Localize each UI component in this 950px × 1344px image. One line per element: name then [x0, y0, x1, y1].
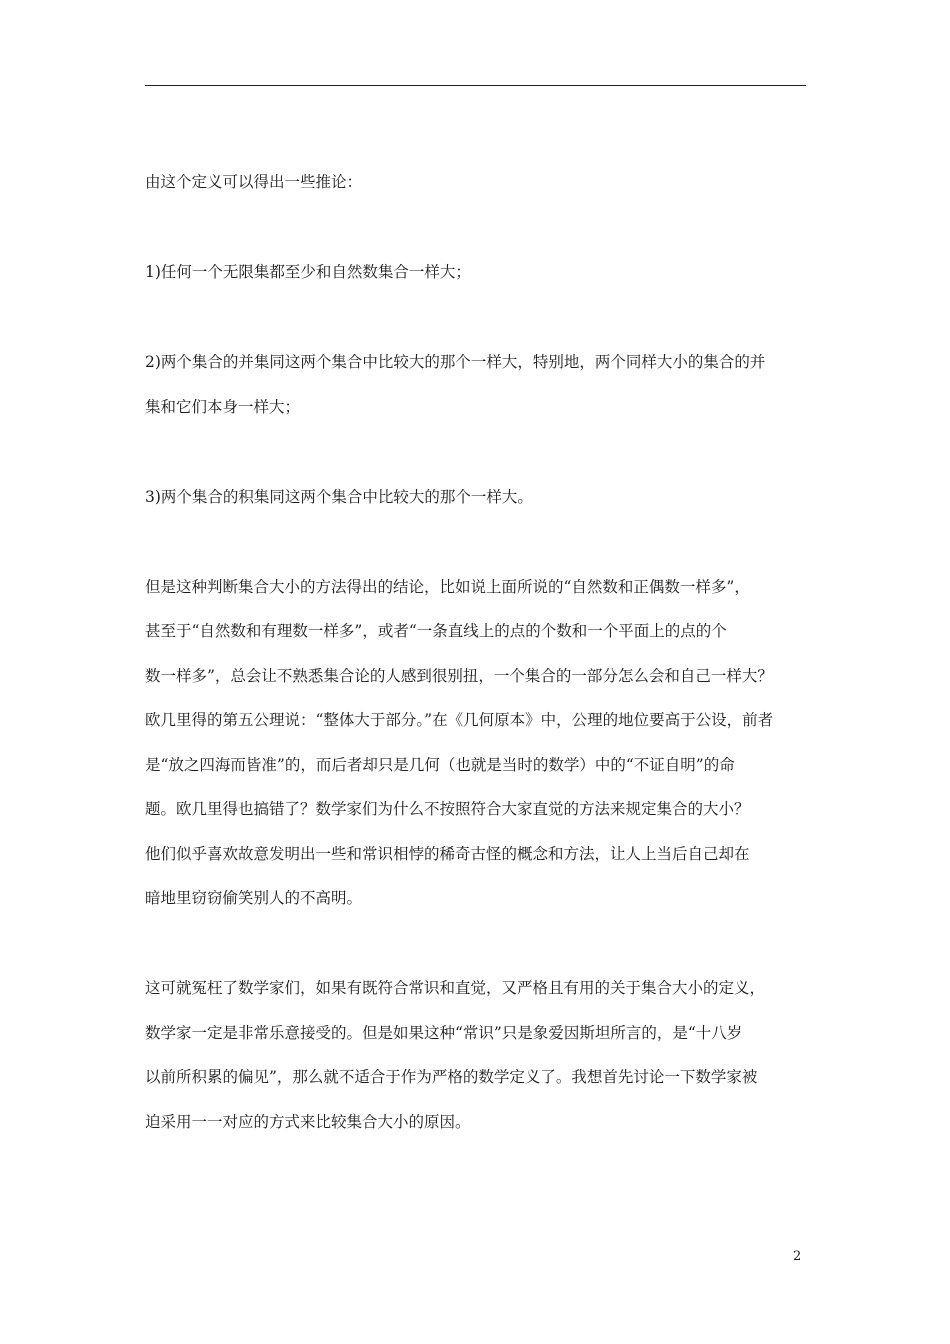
paragraph-5-line-4: 欧几里得的第五公理说：“整体大于部分。”在《几何原本》中，公理的地位要高于公设，前者: [145, 711, 774, 729]
paragraph-5-line-6: 题。欧几里得也搞错了？数学家们为什么不按照符合大家直觉的方法来规定集合的大小？: [145, 800, 750, 818]
paragraph-3-line-1: 2)两个集合的并集同这两个集合中比较大的那个一样大，特别地，两个同样大小的集合的并: [145, 353, 766, 371]
header-rule: [145, 85, 806, 86]
paragraph-4-line-1: 3)两个集合的积集同这两个集合中比较大的那个一样大。: [145, 488, 533, 506]
paragraph-5-line-8: 暗地里窃窃偷笑别人的不高明。: [145, 889, 363, 907]
paragraph-6-line-2: 数学家一定是非常乐意接受的。但是如果这种“常识”只是象爱因斯坦所言的，是“十八岁: [145, 1024, 743, 1042]
paragraph-6-line-1: 这可就冤枉了数学家们，如果有既符合常识和直觉，又严格且有用的关于集合大小的定义，: [145, 979, 766, 997]
page-number: 2: [793, 1249, 802, 1264]
paragraph-5-line-5: 是“放之四海而皆准”的，而后者却只是几何（也就是当时的数学）中的“不证自明”的命: [145, 756, 735, 774]
paragraph-2-line-1: 1)任何一个无限集都至少和自然数集合一样大；: [145, 263, 471, 281]
paragraph-5-line-3: 数一样多”，总会让不熟悉集合论的人感到很别扭，一个集合的一部分怎么会和自己一样大？: [145, 667, 773, 685]
paragraph-3-line-2: 集和它们本身一样大；: [145, 398, 301, 416]
paragraph-6-line-3: 以前所积累的偏见”，那么就不适合于作为严格的数学定义了。我想首先讨论一下数学家被: [145, 1068, 758, 1086]
paragraph-5-line-7: 他们似乎喜欢故意发明出一些和常识相悖的稀奇古怪的概念和方法，让人上当后自己却在: [145, 845, 750, 863]
paragraph-6-line-4: 迫采用一一对应的方式来比较集合大小的原因。: [145, 1113, 471, 1131]
paragraph-1-line-1: 由这个定义可以得出一些推论：: [145, 173, 363, 191]
paragraph-5-line-2: 甚至于“自然数和有理数一样多”，或者“一条直线上的点的个数和一个平面上的点的个: [145, 622, 727, 640]
paragraph-5-line-1: 但是这种判断集合大小的方法得出的结论，比如说上面所说的“自然数和正偶数一样多”，: [145, 578, 750, 596]
